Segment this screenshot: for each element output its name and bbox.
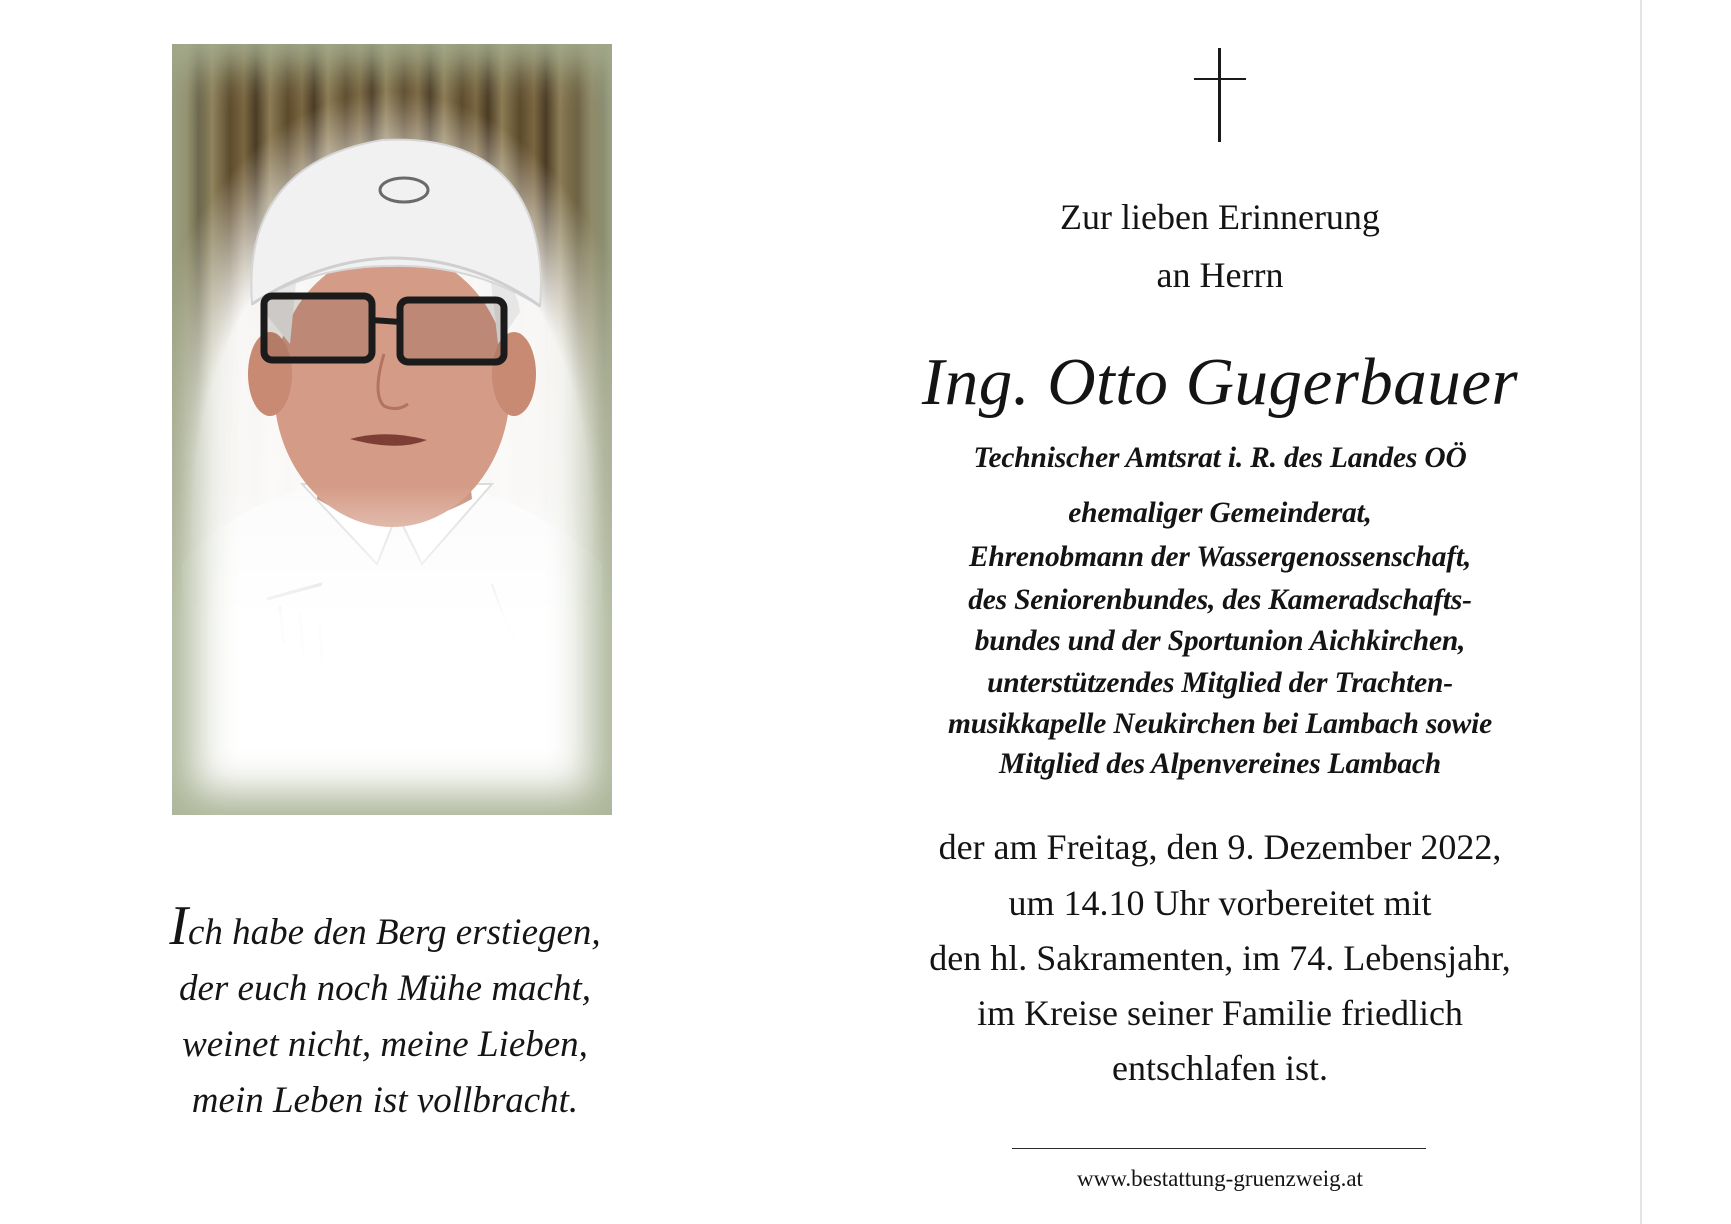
footer-divider: [1012, 1148, 1426, 1149]
notice-line: entschlafen ist.: [1112, 1048, 1328, 1088]
notice-line: um 14.10 Uhr vorbereitet mit: [1008, 883, 1432, 923]
quote-dropcap: I: [169, 895, 188, 957]
photo-vignette: [172, 44, 612, 815]
title-line: Technischer Amtsrat i. R. des Landes OÖ: [973, 442, 1467, 474]
intro-line-2: an Herrn: [1156, 255, 1284, 295]
notice-line: den hl. Sakramenten, im 74. Lebensjahr,: [929, 938, 1511, 978]
title-line: Mitglied des Alpenvereines Lambach: [999, 748, 1441, 780]
website-link[interactable]: www.bestattung-gruenzweig.at: [1077, 1166, 1363, 1191]
quote-line-1: [115, 895, 655, 961]
quote-line-2: der euch noch Mühe macht,: [178, 968, 591, 1009]
deceased-name: Ing. Otto Gugerbauer: [921, 345, 1519, 419]
intro-line-1: Zur lieben Erinnerung: [1060, 197, 1380, 237]
memorial-quote: [115, 895, 655, 1129]
title-line: unterstützendes Mitglied der Trachten-: [987, 667, 1453, 699]
card-edge: [1640, 0, 1642, 1224]
quote-line-3: weinet nicht, meine Lieben,: [182, 1024, 588, 1065]
title-line: musikkapelle Neukirchen bei Lambach sowie: [947, 708, 1493, 740]
quote-line-4: mein Leben ist vollbracht.: [191, 1080, 579, 1121]
cross-icon: [1194, 48, 1246, 142]
quote-line-1-text: ch habe den Berg erstiegen,: [187, 912, 601, 953]
portrait-photo: [172, 44, 612, 815]
title-line: des Seniorenbundes, des Kameradschafts-: [968, 584, 1472, 616]
title-line: Ehrenobmann der Wassergenossenschaft,: [968, 541, 1472, 573]
notice-line: der am Freitag, den 9. Dezember 2022,: [938, 827, 1502, 867]
title-line: bundes und der Sportunion Aichkirchen,: [974, 625, 1466, 657]
title-line: ehemaliger Gemeinderat,: [1068, 497, 1372, 529]
notice-line: im Kreise seiner Familie friedlich: [977, 993, 1463, 1033]
